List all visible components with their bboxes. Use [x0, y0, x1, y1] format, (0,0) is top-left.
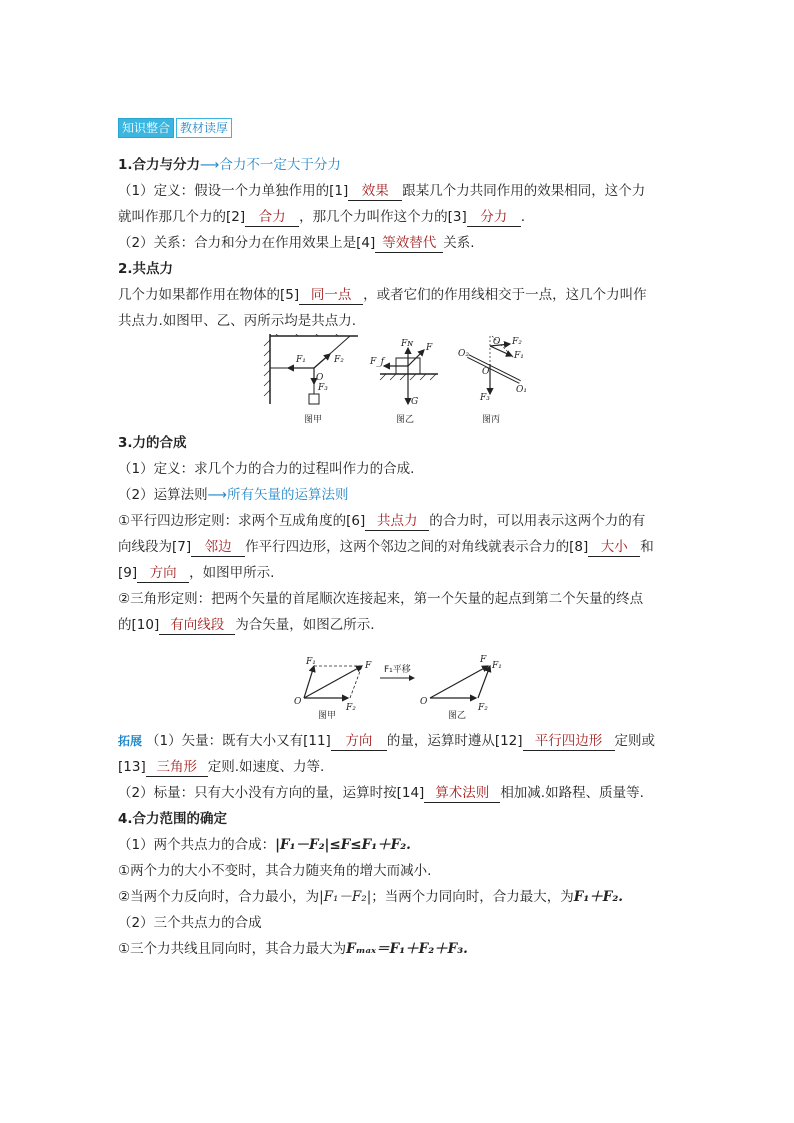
caption-jia: 图甲 [304, 415, 323, 425]
s4-line3 [118, 884, 678, 910]
figure-jia [264, 334, 358, 425]
s4-line5 [118, 936, 678, 962]
label-O: O [294, 697, 302, 707]
caption-yi: 图乙 [448, 711, 467, 720]
label-F1: F₁ [296, 355, 306, 365]
s1-title-line [118, 152, 678, 178]
s4-title: 4.合力范围的确定 [118, 811, 228, 827]
text: 定则.如速度、力等. [207, 759, 325, 775]
label-O1: O₁ [516, 385, 527, 395]
s4-line4 [118, 910, 678, 936]
blank-3: 分力 [467, 208, 521, 227]
label-O: O [482, 367, 490, 377]
s1-title: 1.合力与分力 [118, 157, 201, 173]
s4-line2 [118, 858, 678, 884]
tag-textbook: 教材读厚 [176, 118, 232, 138]
arrow-icon: ⟶ [207, 487, 227, 503]
text: ②当两个力反向时，合力最小，为 [118, 889, 320, 905]
s3-line3 [118, 508, 678, 534]
label-F: F [426, 343, 433, 353]
ext-line2 [118, 754, 678, 780]
vector-rule-figure [118, 638, 678, 720]
text: 作平行四边形，这两个邻边之间的对角线就表示合力的[8] [245, 539, 589, 555]
text: 定则或 [614, 733, 656, 749]
caption-yi: 图乙 [396, 415, 415, 425]
label-F1: F₁ [306, 657, 316, 667]
label-F2: F₂ [512, 337, 522, 347]
label-F1: F₁ [514, 351, 524, 361]
text: ；当两个力同向时，合力最大，为 [371, 889, 574, 905]
label-FN: Fɴ [401, 339, 414, 349]
s1-note: 合力不一定大于分力 [219, 157, 341, 173]
blank-11: 方向 [331, 732, 387, 751]
label-F: F [365, 661, 372, 671]
ext-label: 拓展 [118, 734, 143, 748]
s3-line1 [118, 456, 678, 482]
text: 的量，运算时遵从[12] [386, 733, 523, 749]
blank-7: 邻边 [191, 538, 245, 557]
text: ①三个力共线且同向时，其合力最大为 [118, 941, 347, 957]
label-F3: F₃ [480, 393, 490, 403]
text: ①平行四边形定则：求两个互成角度的[6] [118, 513, 366, 529]
blank-5: 同一点 [299, 286, 363, 305]
blank-14: 算术法则 [424, 784, 500, 803]
s3-line2 [118, 482, 678, 508]
s3-line4 [118, 534, 678, 560]
document-page [118, 118, 678, 962]
text: 跟某几个力共同作用的效果相同，这个力 [402, 183, 646, 199]
text: 的合力时，可以用表示这两个力的有 [429, 513, 646, 529]
math-range: |F₁－F₂|≤F≤F₁＋F₂. [275, 837, 411, 853]
blank-8: 大小 [588, 538, 640, 557]
ext-line1 [118, 728, 678, 754]
blank-13: 三角形 [146, 758, 208, 777]
label-F2: F₂ [346, 703, 356, 713]
label-translate: F₁平移 [384, 665, 411, 675]
blank-12: 平行四边形 [523, 732, 615, 751]
text: [9] [118, 565, 138, 581]
text: 向线段为[7] [118, 539, 192, 555]
label-O: O [316, 373, 324, 383]
text: ①两个力的大小不变时，其合力随夹角的增大而减小. [118, 863, 432, 879]
section-tag [118, 118, 232, 138]
blank-9: 方向 [137, 564, 189, 583]
s2-line1 [118, 282, 678, 308]
s2-line2 [118, 308, 678, 334]
caption-jia: 图甲 [318, 711, 337, 720]
cofocal-force-figure [118, 334, 678, 426]
s3-title: 3.力的合成 [118, 435, 187, 451]
text: 关系. [443, 235, 475, 251]
figure-bing [458, 336, 527, 425]
label-G: G [411, 397, 419, 407]
math-min: |F₁－F₂| [319, 889, 372, 905]
s3-line5 [118, 560, 678, 586]
tag-knowledge: 知识整合 [118, 118, 174, 138]
s1-line1 [118, 178, 678, 204]
label-O2: O₂ [458, 349, 469, 359]
text: [13] [118, 759, 146, 775]
caption-bing: 图丙 [482, 415, 501, 425]
s1-line3 [118, 230, 678, 256]
s4-line1 [118, 832, 678, 858]
s3-line7 [118, 612, 678, 638]
parallelogram-figure [294, 657, 372, 720]
text: （2）标量：只有大小没有方向的量，运算时按[14] [118, 785, 425, 801]
text: 就叫作那几个力的[2] [118, 209, 246, 225]
blank-6: 共点力 [365, 512, 429, 531]
text: （1）矢量：既有大小又有[11] [146, 733, 331, 749]
translate-arrow [380, 663, 414, 678]
text: . [520, 209, 526, 225]
text: ，如图甲所示. [189, 565, 275, 581]
text: 的[10] [118, 617, 160, 633]
label-F2: F₂ [478, 703, 488, 713]
text: （1）两个共点力的合成： [118, 837, 276, 853]
text: ，或者它们的作用线相交于一点，这几个力叫作 [363, 287, 647, 303]
s3-title-line [118, 430, 678, 456]
text: 几个力如果都作用在物体的[5] [118, 287, 300, 303]
text: 和 [640, 539, 654, 555]
text: ，那几个力叫作这个力的[3] [299, 209, 467, 225]
blank-2: 合力 [245, 208, 299, 227]
s2-title: 2.共点力 [118, 261, 174, 277]
label-F1: F₁ [492, 661, 502, 671]
text: （1）定义：假设一个力单独作用的[1] [118, 183, 349, 199]
blank-1: 效果 [348, 182, 402, 201]
text: （2）关系：合力和分力在作用效果上是[4] [118, 235, 376, 251]
blank-4: 等效替代 [375, 234, 443, 253]
blank-10: 有向线段 [159, 616, 235, 635]
ext-line3 [118, 780, 678, 806]
text: 共点力.如图甲、乙、丙所示均是共点力. [118, 313, 357, 329]
text: ②三角形定则：把两个矢量的首尾顺次连接起来，第一个矢量的起点到第二个矢量的终点 [118, 591, 644, 607]
label-F3: F₃ [318, 383, 328, 393]
s3-line6 [118, 586, 678, 612]
text: 相加减.如路程、质量等. [500, 785, 644, 801]
text: 为合矢量，如图乙所示. [235, 617, 375, 633]
label-O: O [420, 697, 428, 707]
text: （2）运算法则 [118, 487, 208, 503]
s4-title-line [118, 806, 678, 832]
label-F: F [480, 655, 487, 665]
text: （1）定义：求几个力的合力的过程叫作力的合成. [118, 461, 415, 477]
s3-note: 所有矢量的运算法则 [226, 487, 349, 503]
arrow-icon: ⟶ [200, 157, 220, 173]
triangle-figure [420, 655, 502, 720]
s1-line2 [118, 204, 678, 230]
s2-title-line [118, 256, 678, 282]
math-max: F₁＋F₂. [573, 889, 623, 905]
text: （2）三个共点力的合成 [118, 915, 262, 931]
label-Ff: F_f [370, 357, 385, 367]
label-F2: F₂ [334, 355, 344, 365]
label-O: O [493, 337, 501, 347]
figure-yi [369, 339, 438, 425]
math-fmax: Fₘₐₓ＝F₁＋F₂＋F₃. [346, 941, 468, 957]
